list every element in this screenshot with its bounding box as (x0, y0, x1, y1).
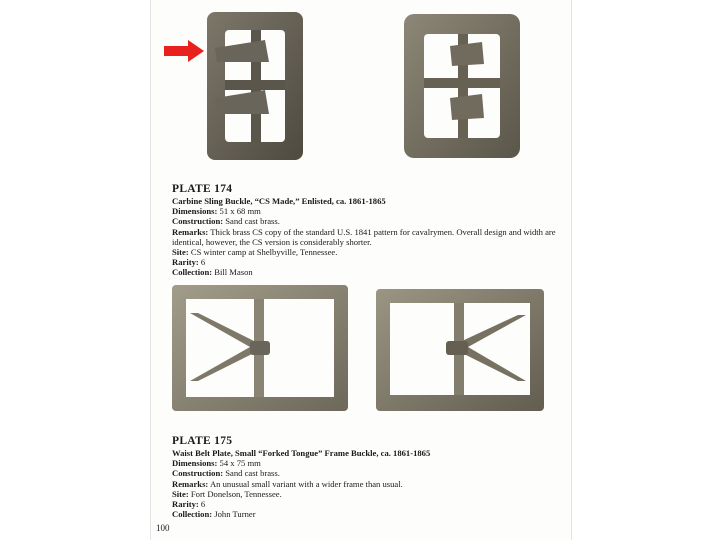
plate-175-remarks: Remarks: An unusual small variant with a wider frame than usual. (172, 478, 403, 489)
plate-174-rarity: Rarity: 6 (172, 257, 206, 268)
plate-174-caption (172, 183, 557, 278)
plate-175-site: Site: Fort Donelson, Tennessee. (172, 488, 282, 499)
plate-174-buckle-front-photo (205, 10, 305, 162)
plate-174-dimensions: Dimensions: 51 x 68 mm (172, 206, 261, 217)
plate-175-title: PLATE 175 (172, 435, 233, 447)
right-arrow-icon (164, 40, 204, 62)
plate-174-construction: Construction: Sand cast brass. (172, 216, 280, 227)
plate-175-buckle-right-photo (374, 287, 546, 413)
plate-174-subtitle: Carbine Sling Buckle, “CS Made,” Enlisted, ca. 1861-1865 (172, 196, 386, 206)
plate-175-buckle-left-photo (170, 283, 350, 413)
plate-174-remarks: Remarks: Thick brass CS copy of the standard U.S. 1841 pattern for cavalrymen. Overall design and width are identical, however, the CS version is considerably shorter. (172, 226, 556, 247)
plate-175-rarity: Rarity: 6 (172, 499, 206, 510)
plate-175-construction: Construction: Sand cast brass. (172, 468, 280, 479)
plate-175-caption (172, 435, 557, 519)
plate-175-subtitle: Waist Belt Plate, Small “Forked Tongue” Frame Buckle, ca. 1861-1865 (172, 448, 431, 458)
plate-174-buckle-back-photo (402, 12, 522, 160)
plate-175-collection: Collection: John Turner (172, 509, 256, 520)
page-number: 100 (156, 523, 170, 533)
plate-175-dimensions: Dimensions: 54 x 75 mm (172, 458, 261, 469)
plate-174-title: PLATE 174 (172, 183, 233, 195)
plate-174-collection: Collection: Bill Mason (172, 267, 253, 278)
plate-174-site: Site: CS winter camp at Shelbyville, Tennessee. (172, 247, 338, 258)
